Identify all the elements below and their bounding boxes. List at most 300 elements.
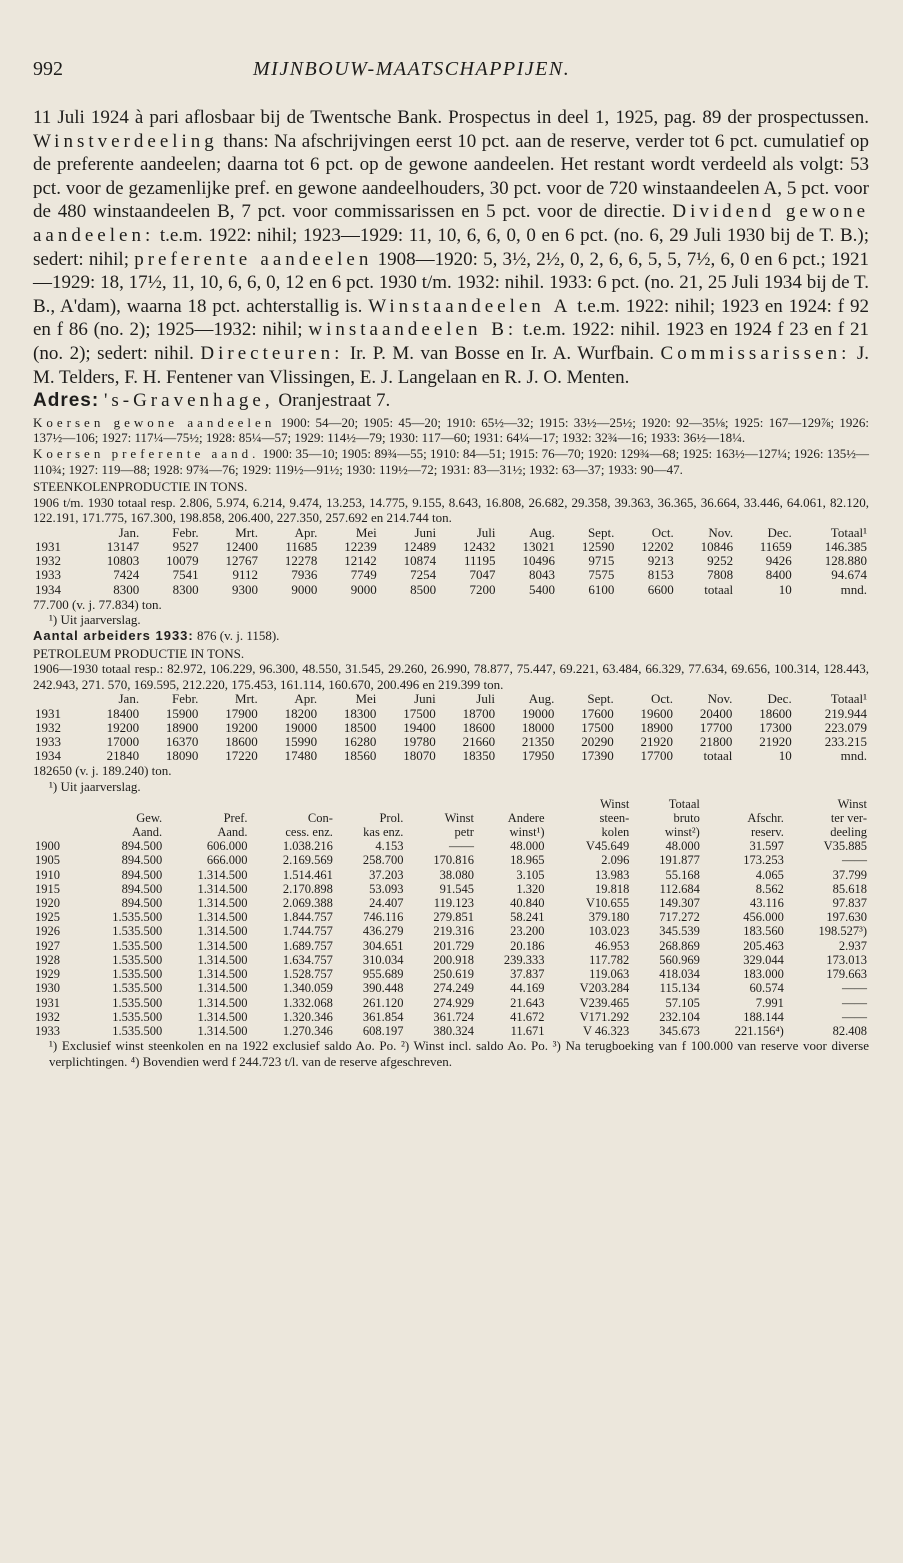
table-cell: 11195: [464, 553, 496, 569]
column-header: Jan.: [118, 524, 140, 540]
table-cell: 1.634.757: [282, 952, 333, 967]
row-year: 1931: [35, 539, 61, 555]
table-cell: 11685: [285, 539, 318, 555]
table-cell: 4.153: [375, 839, 404, 854]
row-year: 1933: [35, 567, 61, 583]
table-row: [33, 981, 869, 995]
column-header: Juni: [414, 524, 437, 540]
row-year: 1928: [35, 952, 60, 967]
table-cell: 11659: [759, 539, 792, 555]
column-header: Apr.: [294, 691, 318, 707]
table-cell: 7424: [113, 567, 140, 583]
column-header: Totaal¹: [830, 691, 867, 707]
table-cell: 18350: [462, 748, 496, 764]
table-cell: 21.643: [510, 995, 545, 1010]
column-header: Juli: [476, 524, 496, 540]
table-row: [33, 868, 869, 882]
table-cell: 219.316: [433, 924, 474, 939]
table-cell: 1.332.068: [282, 995, 333, 1010]
table-cell: 221.156⁴): [734, 1023, 784, 1038]
row-year: 1925: [35, 910, 60, 925]
table-cell: 12239: [344, 539, 377, 555]
table-cell: 201.729: [433, 938, 474, 953]
petroleum-footnote: ¹) Uit jaarverslag.: [49, 779, 141, 795]
koersen-gewone: [33, 415, 869, 446]
table-cell: 1.535.500: [112, 981, 163, 996]
commissarissen-label: Commissarissen:: [660, 342, 851, 364]
table-cell: totaal: [704, 581, 734, 597]
winstaandeelen-a-text: t.e.m. 1922: nihil; 1923 en 1924: f 92 en f 86 (no. 2); 1925—1932: nihil;: [33, 295, 869, 341]
table-cell: 18600: [462, 719, 496, 735]
table-cell: 304.651: [362, 938, 404, 953]
column-header: Winst: [599, 796, 630, 811]
table-cell: 128.880: [824, 553, 867, 569]
table-row: [33, 953, 869, 967]
table-cell: 7808: [707, 567, 734, 583]
table-cell: 17700: [640, 748, 674, 764]
table-cell: 17600: [581, 705, 614, 721]
dividend-label: Dividend gewone aandeelen:: [33, 201, 870, 246]
table-cell: 608.197: [362, 1023, 404, 1038]
row-year: 1933: [35, 734, 61, 750]
table-cell: 1.844.757: [282, 910, 333, 925]
column-header: [79, 797, 164, 811]
column-header: Prol.: [379, 810, 404, 825]
table-cell: 149.307: [659, 896, 700, 911]
table-cell: 12202: [641, 539, 674, 555]
table-cell: 560.969: [659, 952, 700, 967]
table-cell: 8300: [172, 581, 199, 597]
koersen-pref-text: 1900: 35—10; 1905: 89¾—55; 1910: 84—51; 1915: 76—70; 1920: 129¾—68; 1925: 163½—127¼; 1926: 135½—110¾; 1927: 119—88; 1928: 97¾—76; 1929: 119½—91½; 1930: 119½—72; 1931: 83—31½; 1932: 63—37; 1933: 90—47.: [33, 445, 869, 477]
table-cell: V10.655: [585, 896, 630, 911]
column-header: Totaal: [668, 796, 700, 811]
table-cell: 18300: [343, 705, 377, 721]
table-row: [33, 554, 869, 568]
table-cell: 19000: [284, 719, 318, 735]
financial-footnotes: ¹) Exclusief winst steenkolen en na 1922 exclusief saldo Ao. Po. ²) Winst incl. saldo Ao. Po. ³) Na terugboeking van f 100.000 van reserve voor diverse verplichtingen. ⁴) Bovendien werd f 244.723 t/l. van de reserve afgeschreven.: [49, 1038, 869, 1069]
table-cell: 380.324: [433, 1023, 474, 1038]
row-year: 1930: [35, 981, 60, 996]
table-cell: 1.314.500: [197, 967, 248, 982]
column-header: Nov.: [708, 524, 734, 540]
table-cell: 8153: [647, 567, 674, 583]
table-row: [33, 749, 869, 763]
winstaandeelen-b-label: winstaandeelen B:: [308, 319, 518, 341]
column-header: Dec.: [767, 691, 792, 707]
column-header: Aand.: [217, 825, 248, 840]
table-cell: 9000: [350, 581, 377, 597]
column-header: Oct.: [651, 691, 674, 707]
table-cell: 197.630: [826, 910, 867, 925]
table-cell: 7.991: [755, 995, 784, 1010]
table-cell: 23.200: [510, 924, 545, 939]
table-cell: 24.407: [369, 896, 404, 911]
table-header-row: [33, 526, 869, 540]
table-cell: 18600: [759, 705, 792, 721]
table-cell: V45.649: [585, 839, 630, 854]
table-cell: 12489: [403, 539, 437, 555]
table-cell: 18400: [106, 705, 140, 721]
table-cell: 9300: [231, 581, 258, 597]
table-cell: 1.320.346: [282, 1009, 333, 1024]
table-cell: 17480: [284, 748, 318, 764]
table-cell: 1.514.461: [282, 867, 333, 882]
table-cell: 1.535.500: [112, 995, 163, 1010]
table-cell: 18200: [284, 705, 318, 721]
table-cell: 1.535.500: [112, 1023, 163, 1038]
column-header: Jan.: [118, 691, 140, 707]
table-cell: 345.539: [659, 924, 700, 939]
table-cell: 1.689.757: [282, 938, 333, 953]
column-header: [702, 797, 786, 811]
table-cell: 188.144: [743, 1009, 784, 1024]
table-cell: 1.314.500: [197, 1009, 248, 1024]
table-cell: 17700: [699, 719, 733, 735]
table-cell: 18900: [640, 719, 674, 735]
table-cell: 4.065: [755, 867, 784, 882]
financial-table-body: [33, 839, 869, 1038]
table-cell: 1.314.500: [197, 995, 248, 1010]
table-cell: 46.953: [594, 938, 630, 953]
table-cell: 57.105: [665, 995, 700, 1010]
koersen-gewone-text: 1900: 54—20; 1905: 45—20; 1910: 65½—32; 1915: 33½—25½; 1920: 92—35⅛; 1925: 167—129⅞; 1926: 137½—106; 1927: 117¼—75½; 1928: 85¼—57; 1929: 114½—79; 1930: 117—60; 1931: 64¼—17; 1932: 32¾—16; 1933: 36½—18¼.: [33, 414, 869, 446]
row-year: 1932: [35, 553, 61, 569]
table-cell: 19.818: [594, 881, 630, 896]
table-row: [33, 540, 869, 554]
table-cell: 205.463: [743, 938, 784, 953]
table-cell: 18600: [225, 734, 258, 750]
table-row: [33, 882, 869, 896]
table-cell: 11.671: [510, 1023, 545, 1038]
table-row: [33, 839, 869, 853]
table-cell: 21350: [521, 734, 555, 750]
table-cell: 146.385: [824, 539, 867, 555]
table-cell: 21800: [699, 734, 733, 750]
table-cell: 2.937: [838, 938, 867, 953]
table-cell: ——: [842, 853, 867, 868]
table-cell: 18090: [165, 748, 199, 764]
steenkolen-footnote: ¹) Uit jaarverslag.: [49, 612, 141, 628]
column-header: Mei: [355, 524, 377, 540]
row-year: 1905: [35, 853, 60, 868]
column-header: steen-: [599, 810, 630, 825]
table-cell: 6100: [588, 581, 615, 597]
table-cell: 10874: [403, 553, 437, 569]
column-header: [335, 797, 406, 811]
table-cell: 1.314.500: [197, 896, 248, 911]
column-header: [164, 797, 249, 811]
table-cell: 37.837: [510, 967, 545, 982]
table-cell: 7936: [291, 567, 318, 583]
table-cell: 13147: [106, 539, 140, 555]
table-cell: 40.840: [510, 896, 545, 911]
table-cell: ——: [842, 981, 867, 996]
table-cell: 44.169: [510, 981, 545, 996]
table-cell: 1.535.500: [112, 952, 163, 967]
table-cell: 48.000: [510, 839, 545, 854]
dividend-text: t.e.m. 1922: nihil; 1923—1929: 11, 10, 6, 6, 0, 0 en 6 pct. (no. 6, 29 Juli 1930 bij de T. B.); sedert: nihil;: [33, 224, 870, 270]
table-header-row: [33, 825, 869, 839]
table-cell: 82.408: [832, 1023, 867, 1038]
table-cell: 345.673: [659, 1023, 700, 1038]
table-cell: 1.314.500: [197, 910, 248, 925]
table-cell: 18560: [343, 748, 377, 764]
table-cell: 43.116: [749, 896, 784, 911]
table-cell: 1.340.059: [282, 981, 333, 996]
table-cell: 666.000: [206, 853, 248, 868]
table-cell: 268.869: [659, 938, 700, 953]
table-cell: 21660: [462, 734, 496, 750]
table-cell: 9000: [291, 581, 318, 597]
table-cell: 183.000: [743, 967, 784, 982]
koersen-pref: [33, 446, 869, 477]
column-header: Mrt.: [235, 691, 258, 707]
table-cell: 1.314.500: [197, 924, 248, 939]
steenkolen-section: [33, 479, 869, 644]
column-header: winst¹): [509, 825, 545, 840]
row-year: 1933: [35, 1023, 60, 1038]
petroleum-after: 182650 (v. j. 189.240) ton.: [33, 763, 172, 779]
column-header: Aug.: [528, 691, 555, 707]
table-cell: 7575: [588, 567, 615, 583]
table-cell: 198.527³): [818, 924, 867, 939]
intro-paragraph: [33, 106, 869, 389]
table-row: [33, 939, 869, 953]
steenkolen-table: [33, 526, 869, 597]
table-cell: 1.535.500: [112, 1009, 163, 1024]
table-cell: 2.069.388: [282, 896, 333, 911]
table-cell: 7254: [410, 567, 437, 583]
page-title: MIJNBOUW-MAATSCHAPPIJEN.: [253, 58, 571, 80]
table-cell: 1.535.500: [112, 967, 163, 982]
table-cell: 21920: [759, 734, 792, 750]
table-cell: 274.249: [433, 981, 474, 996]
steenkolen-after: 77.700 (v. j. 77.834) ton.: [33, 596, 162, 612]
pref-dividend-label: preferente aandeelen: [134, 248, 373, 270]
table-cell: 3.105: [516, 867, 545, 882]
table-cell: 1.314.500: [197, 1023, 248, 1038]
table-cell: 8.562: [755, 881, 784, 896]
table-row: [33, 996, 869, 1010]
table-cell: 16370: [165, 734, 199, 750]
table-cell: 91.545: [439, 881, 474, 896]
column-header: Winst: [837, 796, 867, 811]
table-cell: 15900: [165, 705, 199, 721]
column-header: Mrt.: [235, 524, 258, 540]
table-cell: 18000: [521, 719, 555, 735]
table-cell: 894.500: [121, 867, 163, 882]
table-header-row: [33, 692, 869, 706]
adres-street: Oranjestraat 7.: [278, 390, 391, 412]
table-cell: 6600: [647, 581, 674, 597]
financial-table: [33, 797, 869, 1038]
table-cell: 456.000: [743, 910, 784, 925]
table-cell: 361.854: [362, 1009, 404, 1024]
table-cell: 13021: [522, 539, 555, 555]
commissarissen-text: J. M. Telders, F. H. Fentener van Vlissingen, E. J. Langelaan en R. J. O. Menten.: [33, 342, 870, 388]
table-cell: 41.672: [510, 1009, 545, 1024]
table-cell: ——: [842, 1009, 867, 1024]
table-cell: 1.320: [516, 881, 545, 896]
table-cell: 9426: [765, 553, 792, 569]
row-year: 1932: [35, 719, 61, 735]
column-header: reserv.: [751, 825, 784, 840]
table-row: [33, 910, 869, 924]
table-cell: 20.186: [510, 938, 545, 953]
table-cell: ——: [448, 839, 474, 854]
table-cell: 19200: [225, 719, 258, 735]
table-cell: 119.063: [589, 967, 630, 982]
table-cell: 955.689: [362, 967, 404, 982]
company-description: [33, 106, 869, 413]
petroleum-section: [33, 646, 869, 795]
table-cell: 1.314.500: [197, 981, 248, 996]
table-cell: V203.284: [579, 981, 630, 996]
steenkolen-intro: 1906 t/m. 1930 totaal resp. 2.806, 5.974, 6.214, 9.474, 13.253, 14.775, 9.155, 8.643, 16.808, 26.682, 29.358, 39.363, 36.365, 36.664, 33.446, 64.061, 82.120, 122.191, 171.775, 167.300, 198.858, 206.400, 227.350, 257.692 en 214.744 ton.: [33, 494, 869, 526]
table-cell: ——: [842, 995, 867, 1010]
table-cell: 15990: [284, 734, 318, 750]
petroleum-intro: 1906—1930 totaal resp.: 82.972, 106.229, 96.300, 48.550, 31.545, 29.260, 26.990, 78.877, 75.447, 69.221, 63.484, 66.329, 77.634, 69.656, 100.314, 128.443, 242.943, 271. 570, 169.595, 212.220, 175.453, 161.114, 160.670, 200.496 en 219.399 ton.: [33, 661, 869, 692]
adres-label: Adres:: [33, 390, 100, 412]
table-cell: 17500: [403, 705, 436, 721]
table-cell: 10079: [166, 553, 199, 569]
table-header-row: [33, 797, 869, 811]
table-cell: 12278: [284, 553, 318, 569]
table-row: [33, 568, 869, 582]
column-header: Febr.: [172, 524, 199, 540]
table-cell: 12767: [225, 553, 258, 569]
table-cell: 390.448: [362, 981, 404, 996]
table-cell: 21840: [106, 748, 140, 764]
table-cell: 9213: [647, 553, 674, 569]
table-cell: 183.560: [743, 924, 784, 939]
prospectus-text: 11 Juli 1924 à pari aflosbaar bij de Twentsche Bank. Prospectus in deel 1, 1925, pag. 89 der prospectussen.: [33, 107, 869, 128]
table-cell: 17300: [759, 719, 792, 735]
row-year: 1932: [35, 1009, 60, 1024]
column-header: kolen: [601, 825, 630, 840]
financial-section: [33, 797, 869, 1070]
table-cell: 48.000: [665, 839, 700, 854]
column-header: Aand.: [131, 825, 163, 840]
table-cell: 38.080: [439, 867, 474, 882]
column-header: cess. enz.: [285, 825, 333, 840]
steenkolen-title: STEENKOLENPRODUCTIE IN TONS.: [33, 479, 248, 495]
table-cell: 8400: [765, 567, 792, 583]
koersen-section: [33, 415, 869, 477]
table-cell: 8043: [528, 567, 555, 583]
pref-dividend-text: 1908—1920: 5, 3½, 2½, 0, 2, 6, 6, 5, 5, 7½, 6, 0 en 6 pct.; 1921—1929: 18, 17½, 11, 10, 6, 6, 0, 12 en 6 pct. 1930 t/m. 1932: nihil. 1933: 6 pct. (no. 21, 25 Juli 1934 bij de T. B., A'dam), waarna 18 pct. achterstallig is.: [33, 248, 870, 317]
column-header: [476, 797, 547, 811]
table-cell: 894.500: [121, 853, 163, 868]
table-cell: 239.333: [503, 952, 545, 967]
column-header: Aug.: [529, 524, 555, 540]
table-cell: 274.929: [433, 995, 474, 1010]
column-header: [33, 825, 79, 839]
table-cell: mnd.: [840, 581, 867, 597]
table-cell: 223.079: [824, 719, 867, 735]
column-header: Sept.: [587, 691, 614, 707]
column-header: Apr.: [294, 524, 318, 540]
table-cell: 12432: [463, 539, 496, 555]
column-header: Con-: [307, 810, 333, 825]
column-header: [405, 797, 476, 811]
table-cell: 117.782: [589, 952, 630, 967]
table-cell: 17900: [225, 705, 258, 721]
table-cell: 233.215: [824, 734, 867, 750]
table-cell: 418.034: [659, 967, 700, 982]
table-cell: 5400: [528, 581, 555, 597]
table-cell: 119.123: [433, 896, 474, 911]
row-year: 1927: [35, 938, 60, 953]
koersen-gewone-label: Koersen gewone aandeelen: [33, 414, 276, 430]
table-cell: 19200: [106, 719, 140, 735]
table-row: [33, 707, 869, 721]
table-cell: 112.684: [659, 881, 700, 896]
table-cell: 2.096: [601, 853, 630, 868]
table-cell: 13.983: [594, 867, 630, 882]
page-header: [33, 58, 869, 98]
winstverdeeling-label: Winstverdeeling: [33, 130, 218, 152]
table-cell: 97.837: [832, 896, 867, 911]
table-cell: 1.038.216: [282, 839, 333, 854]
row-year: 1929: [35, 967, 60, 982]
table-cell: 219.944: [824, 705, 867, 721]
table-cell: 606.000: [206, 839, 248, 854]
petroleum-table-body: [33, 707, 869, 764]
table-row: [33, 735, 869, 749]
address-line: [33, 389, 869, 413]
table-row: [33, 967, 869, 981]
column-header: Nov.: [707, 691, 733, 707]
table-cell: 310.034: [362, 952, 404, 967]
table-cell: 8300: [113, 581, 140, 597]
table-cell: 53.093: [369, 881, 404, 896]
column-header: Winst: [444, 810, 474, 825]
table-cell: 7047: [469, 567, 496, 583]
petroleum-table: [33, 692, 869, 763]
table-cell: 10846: [700, 539, 734, 555]
table-cell: 1.528.757: [282, 967, 333, 982]
column-header: [33, 692, 82, 706]
winstverdeeling-text: thans: Na afschrijvingen eerst 10 pct. aan de reserve, verder tot 6 pct. cumulatief op de preferente aandeelen; daarna tot 6 pct. op de gewone aandeelen. Het restant wordt verdeeld als volgt: 53 pct. voor de gezamenlijke pref. en gewone aandeelhouders, 30 pct. voor de 720 winstaandeelen A, 5 pct. voor de 480 winstaandeelen B, 7 pct. voor commissarissen en 5 pct. voor de directie.: [33, 130, 870, 223]
row-year: 1934: [35, 581, 61, 597]
column-header: Pref.: [223, 810, 248, 825]
koersen-pref-label: Koersen preferente aand.: [33, 445, 260, 461]
directeuren-label: Directeuren:: [200, 342, 344, 364]
table-cell: 37.203: [369, 867, 404, 882]
directeuren-text: Ir. P. M. van Bosse en Ir. A. Wurfbain.: [349, 342, 655, 364]
table-cell: 250.619: [433, 967, 474, 982]
table-cell: 746.116: [363, 910, 404, 925]
column-header: Afschr.: [747, 810, 784, 825]
row-year: 1926: [35, 924, 60, 939]
table-cell: 12400: [225, 539, 258, 555]
row-year: 1934: [35, 748, 61, 764]
row-year: 1910: [35, 867, 60, 882]
table-cell: 232.104: [659, 1009, 700, 1024]
table-cell: 18.965: [510, 853, 545, 868]
arbeiders-text: 876 (v. j. 1158).: [196, 628, 280, 644]
table-cell: 1.314.500: [197, 867, 248, 882]
table-cell: 19000: [521, 705, 555, 721]
table-cell: 18070: [403, 748, 436, 764]
table-cell: 10803: [106, 553, 140, 569]
table-cell: 179.663: [826, 967, 867, 982]
petroleum-title: PETROLEUM PRODUCTIE IN TONS.: [33, 645, 245, 661]
table-cell: 1.314.500: [197, 938, 248, 953]
table-cell: 17500: [581, 719, 614, 735]
table-cell: 10: [778, 581, 792, 597]
